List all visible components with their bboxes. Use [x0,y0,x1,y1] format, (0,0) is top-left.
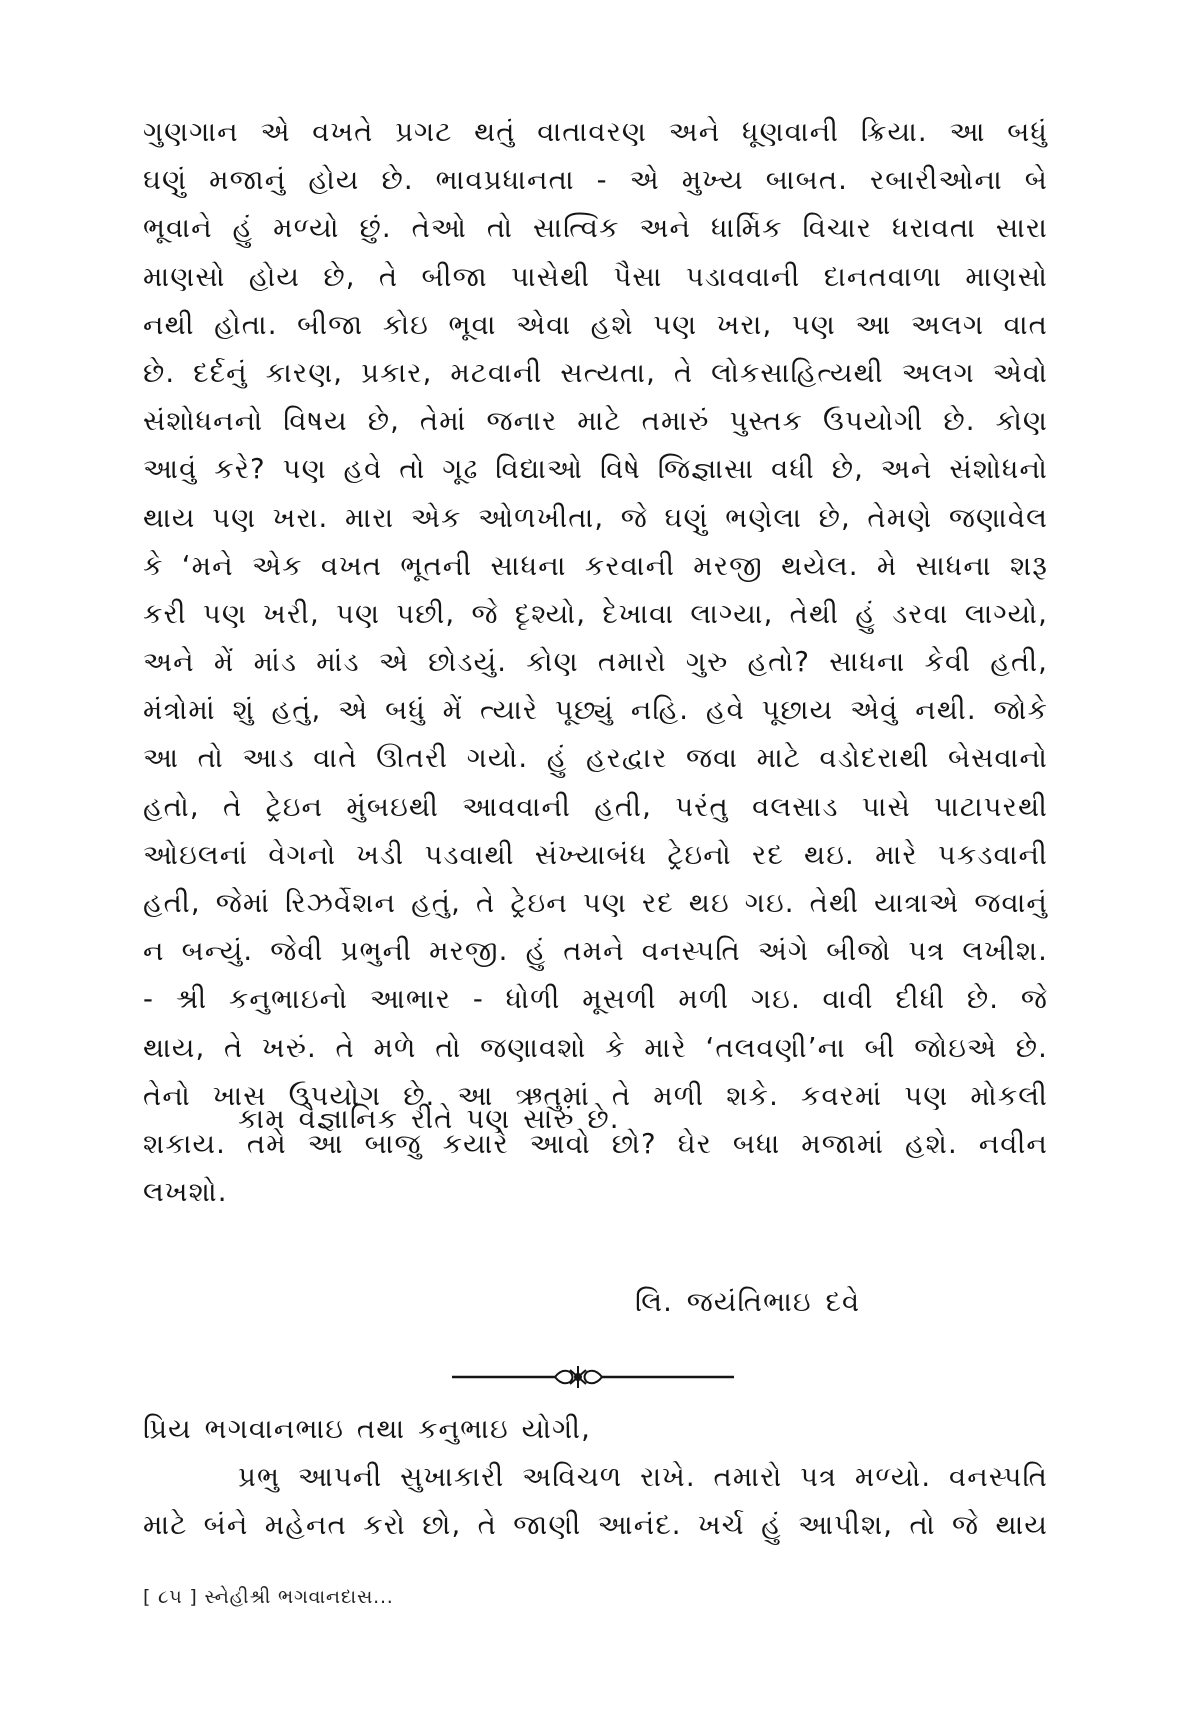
text-line: ગુણગાન એ વખતે પ્રગટ થતું વાતાવરણ અને ધૂણવાની ક્રિયા. આ બધું [143,116,1048,148]
text-line: થાય, તે ખરું. તે મળે તો જણાવશો કે મારે ‘તલવણી’ના બી જોઇએ છે. [143,1031,1048,1064]
flourish-icon [555,1366,602,1388]
salutation: પ્રિય ભગવાનભાઇ તથા કનુભાઇ યોગી, [143,1413,591,1445]
text-line: હતી, જેમાં રિઝર્વેશન હતું, તે ટ્રેઇન પણ રદ થઇ ગઇ. તેથી યાત્રાએ જવાનું [143,887,1048,919]
text-line: છે. દર્દનું કારણ, પ્રકાર, મટવાની સત્યતા, તે લોકસાહિત્યથી અલગ એવો [143,356,1048,389]
book-title: સ્નેહીશ્રી ભગવાનદાસ... [204,1586,394,1608]
text-line: - શ્રી કનુભાઇનો આભાર - ધોળી મૂસળી મળી ગઇ. વાવી દીધી છે. જે [143,983,1049,1016]
text-line: કરી પણ ખરી, પણ પછી, જે દૃશ્યો, દેખાવા લાગ્યા, તેથી હું ડરવા લાગ્યો, [143,597,1048,630]
next-letter [143,1405,1048,1550]
text-line: ભૂવાને હું મળ્યો છું. તેઓ તો સાત્વિક અને ધાર્મિક વિચાર ધરાવતા સારા [143,212,1048,245]
text-line: નથી હોતા. બીજા કોઇ ભૂવા એવા હશે પણ ખરા, પણ આ અલગ વાત [143,308,1048,341]
text-line: ન બન્યું. જેવી પ્રભુની મરજી. હું તમને વનસ્પતિ અંગે બીજો પત્ર લખીશ. [143,935,1048,968]
text-line: ઘણું મજાનું હોય છે. ભાવપ્રધાનતા - એ મુખ્ય બાબત. રબારીઓના બે [143,164,1048,197]
text-line: ઓઇલનાં વેગનો ખડી પડવાથી સંખ્યાબંધ ટ્રેઇનો રદ થઇ. મારે પકડવાની [143,838,1048,871]
text-line: કે ‘મને એક વખત ભૂતની સાધના કરવાની મરજી થયેલ. મે સાધના શરૂ [143,549,1048,582]
text-line: તેનો ખાસ ઉપયોગ છે. આ ઋતુમાં તે મળી શકે. કવરમાં પણ મોકલી [143,1079,1048,1112]
text-line: અને મેં માંડ માંડ એ છોડયું. કોણ તમારો ગુરુ હતો? સાધના કેવી હતી, [143,646,1048,679]
ornamental-divider [452,1362,734,1392]
text-line: સંશોધનનો વિષય છે, તેમાં જનાર માટે તમારું પુસ્તક ઉપયોગી છે. કોણ [143,405,1048,438]
text-line: માટે બંને મહેનત કરો છો, તે જાણી આનંદ. ખર્ચ હું આપીશ, તો જે થાય [143,1509,1048,1542]
text-line: પ્રભુ આપની સુખાકારી અવિચળ રાખે. તમારો પત્ર મળ્યો. વનસ્પતિ [238,1461,1048,1494]
text-line-last: લખશો. [143,1176,228,1209]
signature-line: લિ. જયંતિભાઇ દવે [635,1286,861,1318]
page-number: [ ૮૫ ] [143,1586,198,1608]
text-line: શકાય. તમે આ બાજુ કયારે આવો છો? ઘેર બધા મજામાં હશે. નવીન [143,1127,1048,1160]
text-line: આવું કરે? પણ હવે તો ગૂઢ વિદ્યાઓ વિષે જિજ્ઞાસા વધી છે, અને સંશોધનો [143,453,1048,486]
text-line: માણસો હોય છે, તે બીજા પાસેથી પૈસા પડાવવાની દાનતવાળા માણસો [143,260,1048,293]
text-line: થાય પણ ખરા. મારા એક ઓળખીતા, જે ઘણું ભણેલા છે, તેમણે જણાવેલ [143,501,1048,534]
letter-body-paragraph [143,108,1048,1216]
text-line: આ તો આડ વાતે ઊતરી ગયો. હું હરદ્વાર જવા માટે વડોદરાથી બેસવાનો [143,742,1048,775]
text-line: મંત્રોમાં શું હતું, એ બધું મેં ત્યારે પૂછ્યું નહિ. હવે પૂછાય એવું નથી. જોકે [143,694,1048,727]
text-line: હતો, તે ટ્રેઇન મુંબઇથી આવવાની હતી, પરંતુ વલસાડ પાસે પાટાપરથી [143,790,1048,823]
page-footer [143,1584,394,1610]
closing-remark: કામ વૈજ્ઞાનિક રીતે પણ સારું છે. [238,1103,620,1135]
